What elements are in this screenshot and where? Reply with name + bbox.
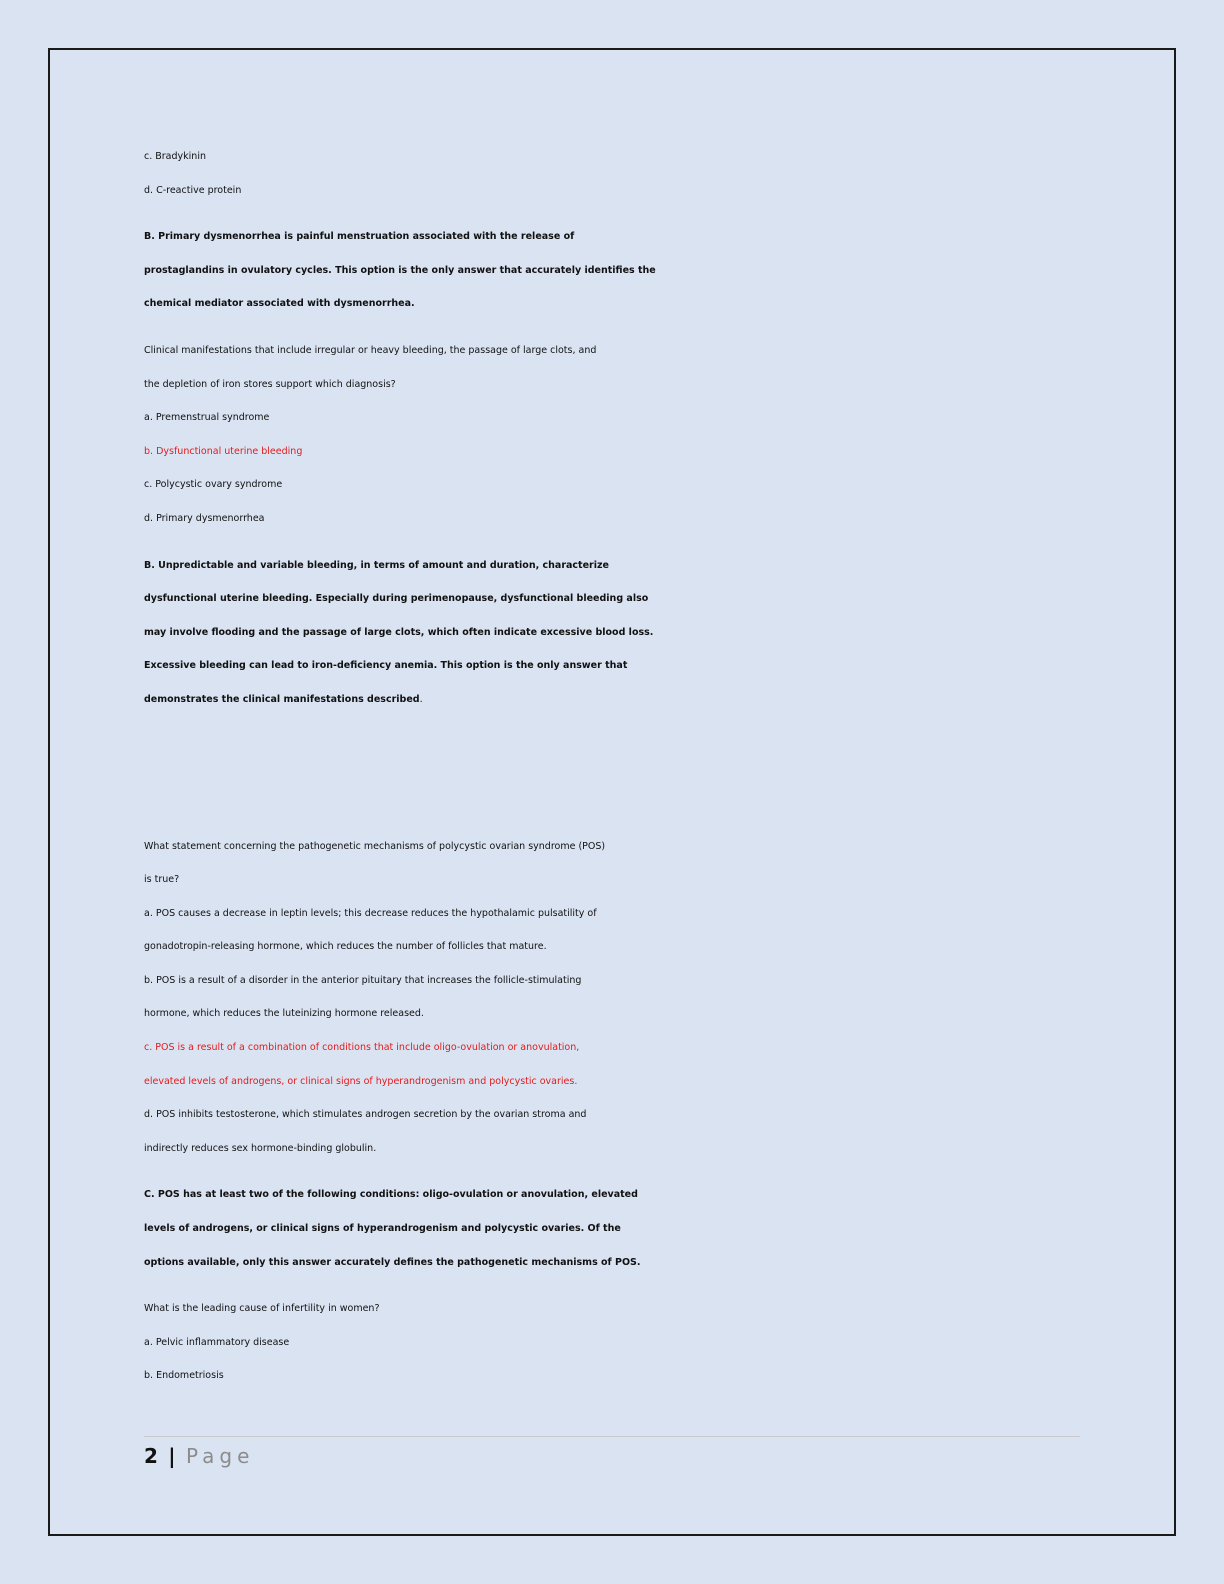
q3-option-d-line: d. POS inhibits testosterone, which stimulates androgen secretion by the ovarian stroma and [144, 1109, 587, 1121]
page-label: Page [185, 1444, 255, 1468]
footer-separator: | [168, 1444, 176, 1468]
q3-option-a [144, 897, 1084, 964]
q2-rationale-line: B. Unpredictable and variable bleeding, in terms of amount and duration, characterize [144, 559, 609, 571]
q2-rationale-period: . [419, 693, 423, 705]
q2-rationale [144, 549, 1084, 717]
q3-option-c-line: c. POS is a result of a combination of conditions that include oligo-ovulation or anovulation, [144, 1042, 580, 1054]
q2-rationale-line: may involve flooding and the passage of large clots, which often indicate excessive blood loss. [144, 626, 654, 638]
q3-option-b-line: hormone, which reduces the luteinizing hormone released. [144, 1008, 424, 1020]
q1-rationale-line: chemical mediator associated with dysmenorrhea. [144, 298, 415, 310]
q1-rationale [144, 220, 1084, 321]
q2-rationale-last: demonstrates the clinical manifestations described [144, 693, 420, 705]
q2-option-c: c. Polycystic ovary syndrome [144, 479, 283, 491]
q1-option-c: c. Bradykinin [144, 151, 206, 162]
q3-option-c-correct [144, 1031, 1084, 1098]
q3-option-c-line: elevated levels of androgens, or clinical signs of hyperandrogenism and polycystic ovaries. [144, 1075, 578, 1087]
q1-rationale-line: B. Primary dysmenorrhea is painful menstruation associated with the release of [144, 231, 575, 243]
q3-question-line: What statement concerning the pathogenetic mechanisms of polycystic ovarian syndrome (POS) [144, 840, 606, 852]
q3-option-a-line: gonadotropin-releasing hormone, which reduces the number of follicles that mature. [144, 941, 547, 953]
q2-option-b-correct: b. Dysfunctional uterine bleeding [144, 445, 303, 457]
q3-option-b [144, 964, 1084, 1031]
q4-option-a: a. Pelvic inflammatory disease [144, 1336, 290, 1348]
q3-option-d [144, 1098, 1084, 1165]
q1-option-d: d. C-reactive protein [144, 184, 242, 196]
q2-rationale-line: Excessive bleeding can lead to iron-deficiency anemia. This option is the only answer that [144, 660, 628, 672]
q4-option-b: b. Endometriosis [144, 1370, 224, 1382]
q2-question-line: the depletion of iron stores support which diagnosis? [144, 378, 396, 390]
q2-question-line: Clinical manifestations that include irregular or heavy bleeding, the passage of large clots, and [144, 344, 597, 356]
q3-rationale [144, 1178, 1084, 1279]
q3-option-b-line: b. POS is a result of a disorder in the anterior pituitary that increases the follicle-stimulating [144, 974, 582, 986]
q3-rationale-line: C. POS has at least two of the following conditions: oligo-ovulation or anovulation, elevated [144, 1189, 638, 1201]
page-number: 2 [144, 1444, 158, 1468]
q2-question [144, 334, 1084, 401]
q1-rationale-line: prostaglandins in ovulatory cycles. This option is the only answer that accurately identifies the [144, 264, 656, 276]
q2-option-d: d. Primary dysmenorrhea [144, 512, 265, 524]
q3-rationale-line: options available, only this answer accurately defines the pathogenetic mechanisms of POS. [144, 1256, 641, 1268]
q3-question-line: is true? [144, 874, 180, 886]
page-footer [144, 1436, 1080, 1471]
q3-option-d-line: indirectly reduces sex hormone-binding globulin. [144, 1142, 377, 1154]
q4-question: What is the leading cause of infertility in women? [144, 1303, 380, 1315]
q3-option-a-line: a. POS causes a decrease in leptin levels; this decrease reduces the hypothalamic pulsatility of [144, 907, 597, 919]
document-body [144, 140, 1084, 1393]
q2-rationale-line [144, 683, 1084, 717]
q2-rationale-line: dysfunctional uterine bleeding. Especially during perimenopause, dysfunctional bleeding also [144, 593, 649, 605]
q3-question [144, 830, 1084, 897]
q3-rationale-line: levels of androgens, or clinical signs of hyperandrogenism and polycystic ovaries. Of the [144, 1223, 621, 1235]
q2-option-a: a. Premenstrual syndrome [144, 412, 270, 424]
